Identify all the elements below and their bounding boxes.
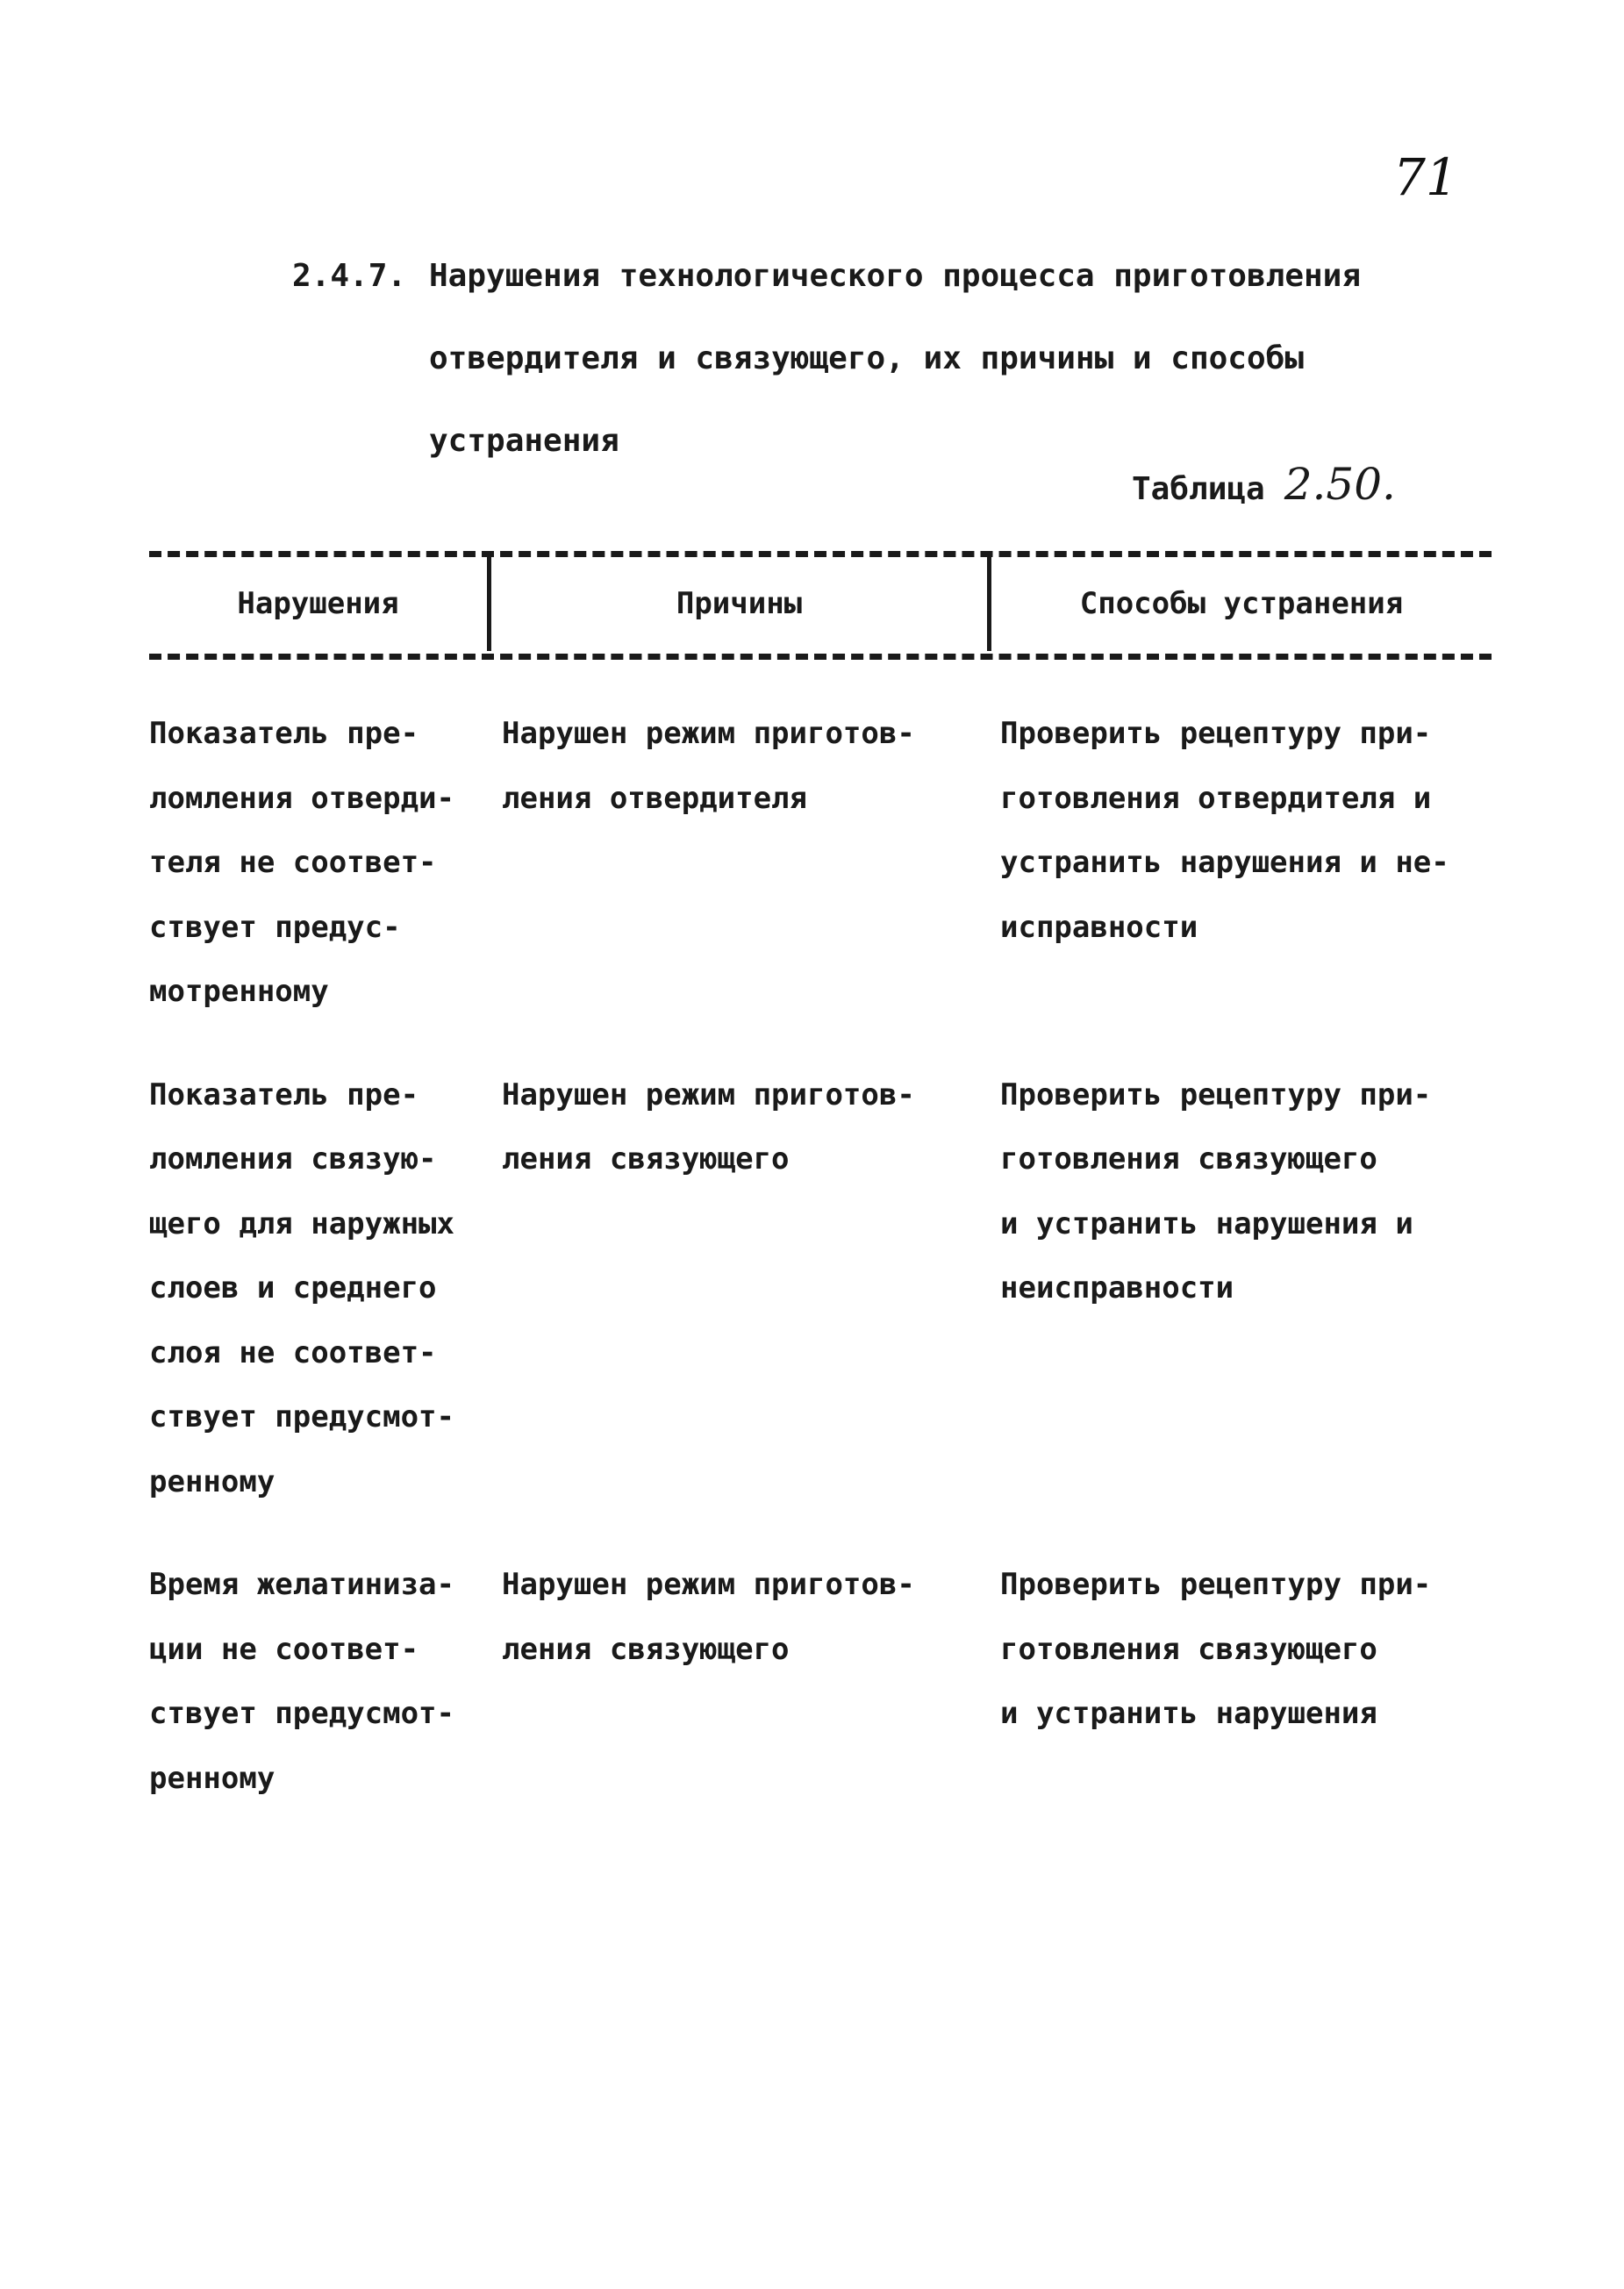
table-caption-label: Таблица: [1132, 471, 1265, 507]
cause-cell: Нарушен режим приготов- ления связующего: [502, 1077, 915, 1177]
table-row: [149, 702, 1492, 1025]
table-caption-number: 2.50.: [1284, 459, 1396, 510]
section-heading: [292, 235, 1459, 483]
table-caption: [1132, 459, 1396, 510]
table-body: [149, 702, 1492, 1849]
table-header-row: [149, 577, 1492, 630]
section-number: 2.4.7.: [292, 258, 407, 294]
remedy-cell: Проверить рецептуру при- готовления связующего и устранить нарушения и неисправности: [1000, 1077, 1432, 1305]
section-title: Нарушения технологического процесса приготовления отвердителя и связующего, их причины и способы устранения: [429, 258, 1362, 459]
remedy-cell: Проверить рецептуру при- готовления отвердителя и устранить нарушения и не- исправности: [1000, 716, 1449, 945]
remedy-cell: Проверить рецептуру при- готовления связующего и устранить нарушения: [1000, 1567, 1432, 1731]
table-row: [149, 1553, 1492, 1811]
violation-cell: Показатель пре- ломления отверди- теля не соответ- ствует предус- мотренному: [149, 716, 454, 1009]
cause-cell: Нарушен режим приготов- ления отвердителя: [502, 716, 915, 816]
violation-cell: Показатель пре- ломления связую- щего для наружных слоев и среднего слоя не соответ- ствует предусмот- ренному: [149, 1077, 454, 1499]
page-number: 71: [1393, 147, 1458, 207]
table-header-causes: Причины: [676, 586, 803, 621]
table-header-bottom-rule: [149, 654, 1492, 660]
violation-cell: Время желатиниза- ции не соответ- ствует предусмот- ренному: [149, 1567, 454, 1796]
table-row: [149, 1063, 1492, 1515]
cause-cell: Нарушен режим приготов- ления связующего: [502, 1567, 915, 1667]
table-header-remedies: Способы устранения: [1079, 586, 1404, 621]
table-header-top-rule: [149, 551, 1492, 557]
table-header-violations: Нарушения: [237, 586, 399, 621]
